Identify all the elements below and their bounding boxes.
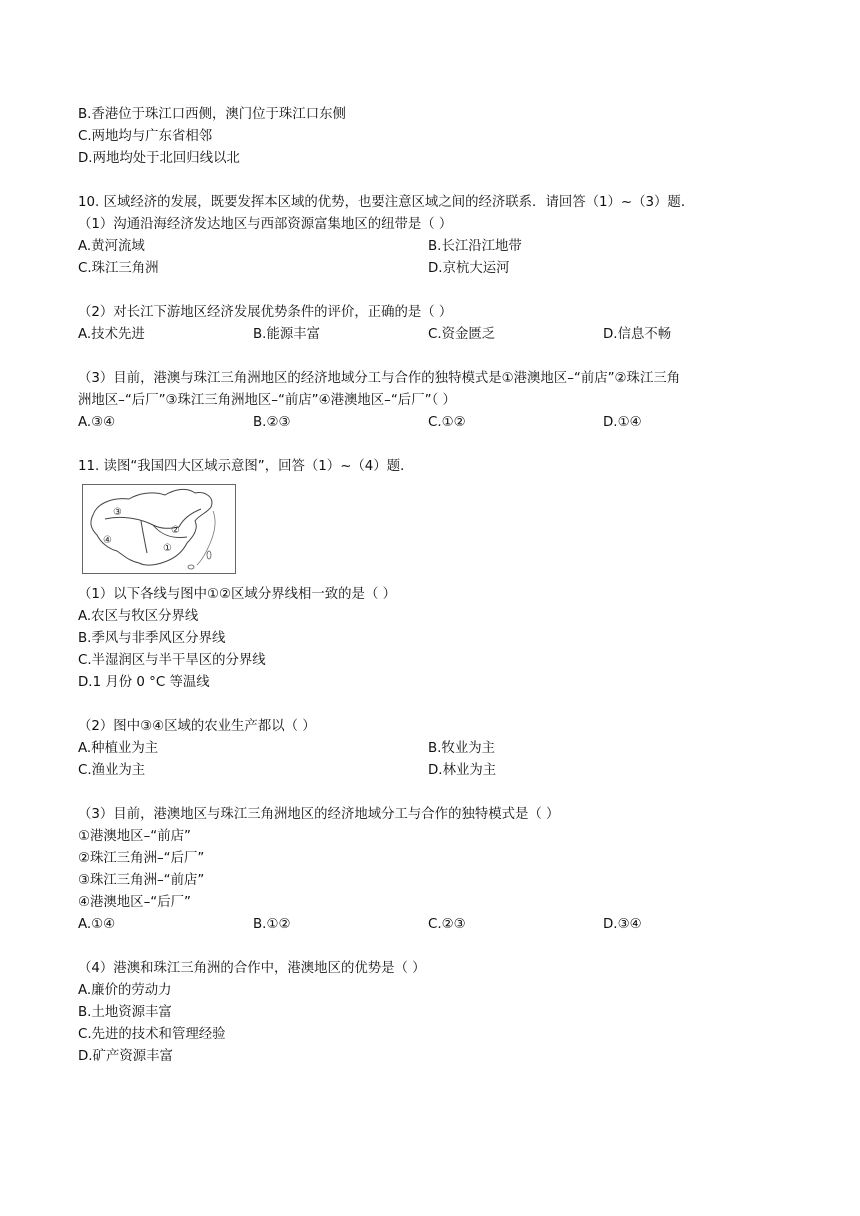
q11-sub4-option-b: B.土地资源丰富 <box>78 1005 172 1020</box>
q11-sub1-option-b: B.季风与非季风区分界线 <box>78 631 226 646</box>
map-label-4: ④ <box>103 535 112 546</box>
q10-sub3-option-a: A.③④ <box>78 415 116 430</box>
china-four-regions-map <box>82 484 236 574</box>
q10-sub1-option-c: C.珠江三角洲 <box>78 261 159 276</box>
q11-sub4-option-c: C.先进的技术和管理经验 <box>78 1027 226 1042</box>
q10-sub3-stem-line2: 洲地区–“后厂”③珠江三角洲地区–“前店”④港澳地区–“后厂”（ ） <box>78 393 456 408</box>
q11-sub3-option-c: C.②③ <box>428 917 466 932</box>
q11-sub2-option-a: A.种植业为主 <box>78 741 159 756</box>
q11-sub2-option-c: C.渔业为主 <box>78 763 146 778</box>
q11-sub4-stem: （4）港澳和珠江三角洲的合作中，港澳地区的优势是（ ） <box>78 961 426 976</box>
q11-sub3-option-a: A.①④ <box>78 917 116 932</box>
q11-sub3-item-3: ③珠江三角洲–“前店” <box>78 873 205 888</box>
q9-option-b: B.香港位于珠江口西侧，澳门位于珠江口东侧 <box>78 107 346 122</box>
q10-stem: 10. 区域经济的发展，既要发挥本区域的优势，也要注意区域之间的经济联系．请回答（1）~（3）题． <box>78 195 695 210</box>
map-label-1: ① <box>163 543 172 554</box>
q10-sub2-stem: （2）对长江下游地区经济发展优势条件的评价，正确的是（ ） <box>78 305 453 320</box>
q10-sub1-options-row2 <box>78 258 778 280</box>
q11-sub3-item-2: ②珠江三角洲–“后厂” <box>78 851 205 866</box>
q10-sub2-option-c: C.资金匮乏 <box>428 327 496 342</box>
q11-sub4-option-a: A.廉价的劳动力 <box>78 983 172 998</box>
q11-sub4-option-d: D.矿产资源丰富 <box>78 1049 173 1064</box>
map-label-3: ③ <box>113 507 122 518</box>
q11-sub2-options-row2 <box>78 760 778 782</box>
q10-sub2-option-b: B.能源丰富 <box>253 327 321 342</box>
q10-sub3-option-b: B.②③ <box>253 415 291 430</box>
q11-sub2-option-d: D.林业为主 <box>428 763 497 778</box>
q10-sub3-option-c: C.①② <box>428 415 466 430</box>
worksheet-page <box>78 104 778 1068</box>
q11-sub1-option-c: C.半湿润区与半干旱区的分界线 <box>78 653 266 668</box>
q11-sub2-option-b: B.牧业为主 <box>428 741 496 756</box>
q11-sub3-item-1: ①港澳地区–“前店” <box>78 829 191 844</box>
q11-sub1-option-a: A.农区与牧区分界线 <box>78 609 199 624</box>
q9-option-c: C.两地均与广东省相邻 <box>78 129 213 144</box>
map-figure <box>83 485 235 573</box>
q11-sub3-item-4: ④港澳地区–“后厂” <box>78 895 191 910</box>
q10-sub2-option-a: A.技术先进 <box>78 327 145 342</box>
q11-sub1-option-d: D.1 月份 0 °C 等温线 <box>78 675 210 690</box>
q10-sub1-option-a: A.黄河流域 <box>78 239 145 254</box>
q11-sub3-stem: （3）目前，港澳地区与珠江三角洲地区的经济地域分工与合作的独特模式是（ ） <box>78 807 560 822</box>
q11-sub1-stem: （1）以下各线与图中①②区域分界线相一致的是（ ） <box>78 587 396 602</box>
q9-option-d: D.两地均处于北回归线以北 <box>78 151 240 166</box>
q10-sub2-option-d: D.信息不畅 <box>603 327 672 342</box>
q10-sub3-option-d: D.①④ <box>603 415 642 430</box>
q11-stem: 11. 读图“我国四大区域示意图”，回答（1）~（4）题． <box>78 459 414 474</box>
q11-sub3-option-b: B.①② <box>253 917 291 932</box>
q10-sub3-stem-line1: （3）目前，港澳与珠江三角洲地区的经济地域分工与合作的独特模式是①港澳地区–“前店”②珠江三角 <box>78 371 681 386</box>
q11-sub2-stem: （2）图中③④区域的农业生产都以（ ） <box>78 719 316 734</box>
q10-sub1-option-d: D.京杭大运河 <box>428 261 510 276</box>
q10-sub2-options <box>78 324 778 346</box>
q11-sub2-options-row1 <box>78 738 778 760</box>
q10-sub1-options-row1 <box>78 236 778 258</box>
map-label-2: ② <box>171 525 180 536</box>
q10-sub1-stem: （1）沟通沿海经济发达地区与西部资源富集地区的纽带是（ ） <box>78 217 453 232</box>
q10-sub1-option-b: B.长江沿江地带 <box>428 239 522 254</box>
q11-sub3-options <box>78 914 778 936</box>
q10-sub3-options <box>78 412 778 434</box>
q11-sub3-option-d: D.③④ <box>603 917 642 932</box>
